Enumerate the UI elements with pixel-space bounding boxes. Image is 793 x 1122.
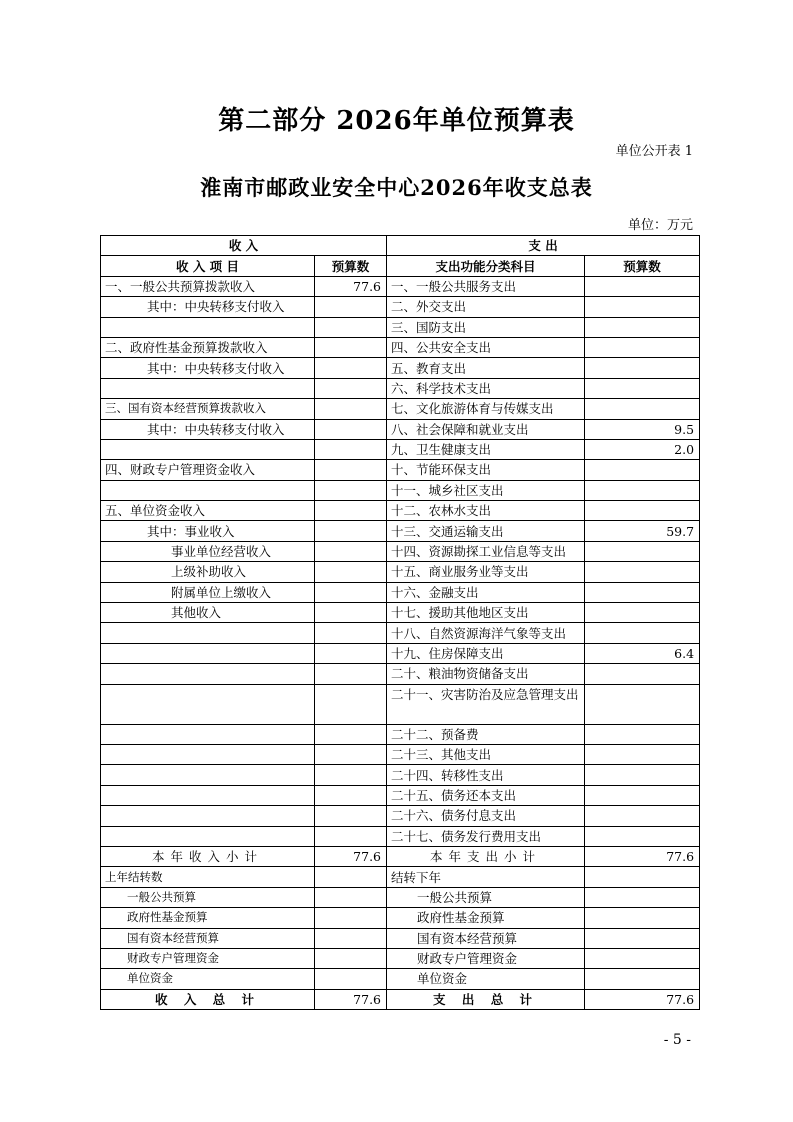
- expense-value: [585, 317, 700, 337]
- expense-carry-value: [585, 948, 700, 968]
- carry-row: [101, 928, 700, 948]
- expense-item: 二十一、灾害防治及应急管理支出: [387, 684, 585, 724]
- income-item: [101, 684, 315, 724]
- expense-item: 三、国防支出: [387, 317, 585, 337]
- income-budget-header: 预算数: [315, 256, 387, 276]
- income-carry-value: [315, 928, 387, 948]
- income-item: [101, 806, 315, 826]
- income-item: [101, 643, 315, 663]
- expense-item: 十三、交通运输支出: [387, 521, 585, 541]
- expense-value: [585, 297, 700, 317]
- income-value: [315, 765, 387, 785]
- expense-item: 九、卫生健康支出: [387, 439, 585, 459]
- table-row: [101, 582, 700, 602]
- carry-row: [101, 969, 700, 989]
- income-total-value: 77.6: [315, 989, 387, 1009]
- income-item: [101, 664, 315, 684]
- income-item: 三、国有资本经营预算拨款收入: [101, 399, 315, 419]
- income-value: [315, 562, 387, 582]
- income-carry-item: 政府性基金预算: [101, 908, 315, 928]
- expense-item: 十九、住房保障支出: [387, 643, 585, 663]
- table-row: [101, 765, 700, 785]
- expense-item: 七、文化旅游体育与传媒支出: [387, 399, 585, 419]
- expense-value: [585, 276, 700, 296]
- expense-value: [585, 744, 700, 764]
- income-carry-title: 上年结转数: [101, 867, 315, 887]
- table-row: [101, 439, 700, 459]
- income-value: [315, 358, 387, 378]
- income-carry-item: 财政专户管理资金: [101, 948, 315, 968]
- income-value: [315, 460, 387, 480]
- expense-carry-item: 国有资本经营预算: [387, 928, 585, 948]
- expense-item: 一、一般公共服务支出: [387, 276, 585, 296]
- expense-item: 二十四、转移性支出: [387, 765, 585, 785]
- expense-value: [585, 541, 700, 561]
- income-item: [101, 785, 315, 805]
- expense-total-label: 支 出 总 计: [387, 989, 585, 1009]
- expense-value: 2.0: [585, 439, 700, 459]
- expense-carry-title: 结转下年: [387, 867, 585, 887]
- income-item-header: 收 入 项 目: [101, 256, 315, 276]
- expense-subtotal-label: 本年支出小计: [387, 846, 585, 866]
- expense-carry-value: [585, 867, 700, 887]
- unit-label: 单位：万元: [627, 218, 693, 233]
- income-value: [315, 317, 387, 337]
- income-value: [315, 744, 387, 764]
- expense-value: 9.5: [585, 419, 700, 439]
- income-value: [315, 603, 387, 623]
- header-row-columns: [101, 256, 700, 276]
- expense-value: [585, 582, 700, 602]
- expense-carry-value: [585, 928, 700, 948]
- income-item: [101, 744, 315, 764]
- expense-item: 二十六、债务付息支出: [387, 806, 585, 826]
- income-item: 其中：事业收入: [101, 521, 315, 541]
- income-carry-item: 单位资金: [101, 969, 315, 989]
- table-row: [101, 337, 700, 357]
- table-row: [101, 276, 700, 296]
- income-value: [315, 806, 387, 826]
- table-row: [101, 399, 700, 419]
- income-value: [315, 826, 387, 846]
- table-number: 单位公开表 1: [615, 144, 693, 159]
- table-row: [101, 826, 700, 846]
- income-carry-value: [315, 867, 387, 887]
- expense-item-header: 支出功能分类科目: [387, 256, 585, 276]
- budget-summary-table: [100, 235, 700, 1010]
- expense-item: 十、节能环保支出: [387, 460, 585, 480]
- expense-value: [585, 664, 700, 684]
- income-total-label: 收 入 总 计: [101, 989, 315, 1009]
- table-row: [101, 317, 700, 337]
- income-value: [315, 439, 387, 459]
- expense-value: [585, 806, 700, 826]
- expense-item: 二十三、其他支出: [387, 744, 585, 764]
- table-row: [101, 684, 700, 724]
- income-item: [101, 623, 315, 643]
- expense-item: 十八、自然资源海洋气象等支出: [387, 623, 585, 643]
- expense-value: [585, 826, 700, 846]
- expense-item: 十六、金融支出: [387, 582, 585, 602]
- income-item: [101, 378, 315, 398]
- table-row: [101, 501, 700, 521]
- income-item: [101, 439, 315, 459]
- expense-carry-value: [585, 969, 700, 989]
- income-value: [315, 419, 387, 439]
- income-item: [101, 480, 315, 500]
- table-row: [101, 623, 700, 643]
- expense-value: [585, 785, 700, 805]
- expense-value: [585, 623, 700, 643]
- income-value: [315, 623, 387, 643]
- expense-header: 支 出: [387, 236, 700, 256]
- carry-row: [101, 948, 700, 968]
- expense-item: 十七、援助其他地区支出: [387, 603, 585, 623]
- income-value: [315, 664, 387, 684]
- income-item: 四、财政专户管理资金收入: [101, 460, 315, 480]
- income-value: [315, 724, 387, 744]
- income-carry-value: [315, 969, 387, 989]
- expense-value: 59.7: [585, 521, 700, 541]
- income-subtotal-label: 本年收入小计: [101, 846, 315, 866]
- expense-value: [585, 399, 700, 419]
- expense-total-value: 77.6: [585, 989, 700, 1009]
- income-item: 一、一般公共预算拨款收入: [101, 276, 315, 296]
- expense-item: 十五、商业服务业等支出: [387, 562, 585, 582]
- expense-value: 6.4: [585, 643, 700, 663]
- income-value: [315, 337, 387, 357]
- table-row: [101, 744, 700, 764]
- expense-budget-header: 预算数: [585, 256, 700, 276]
- page-title: 淮南市邮政业安全中心2026年收支总表: [200, 175, 593, 200]
- income-value: [315, 684, 387, 724]
- table-row: [101, 724, 700, 744]
- expense-carry-value: [585, 908, 700, 928]
- income-item: 其他收入: [101, 603, 315, 623]
- expense-item: 二、外交支出: [387, 297, 585, 317]
- expense-item: 十二、农林水支出: [387, 501, 585, 521]
- expense-value: [585, 562, 700, 582]
- table-row: [101, 419, 700, 439]
- page-number: - 5 -: [663, 1032, 691, 1048]
- expense-carry-item: 财政专户管理资金: [387, 948, 585, 968]
- expense-item: 八、社会保障和就业支出: [387, 419, 585, 439]
- subtotal-row: [101, 846, 700, 866]
- header-row-main: [101, 236, 700, 256]
- income-carry-value: [315, 908, 387, 928]
- income-value: [315, 643, 387, 663]
- table-row: [101, 297, 700, 317]
- income-carry-value: [315, 887, 387, 907]
- income-item: [101, 765, 315, 785]
- table-row: [101, 480, 700, 500]
- income-header: 收 入: [101, 236, 387, 256]
- income-item: 其中：中央转移支付收入: [101, 297, 315, 317]
- expense-item: 十一、城乡社区支出: [387, 480, 585, 500]
- income-value: [315, 480, 387, 500]
- income-value: [315, 297, 387, 317]
- carry-row: [101, 908, 700, 928]
- expense-item: 二十二、预备费: [387, 724, 585, 744]
- income-value: [315, 399, 387, 419]
- expense-value: [585, 480, 700, 500]
- income-value: [315, 378, 387, 398]
- income-item: [101, 826, 315, 846]
- expense-value: [585, 358, 700, 378]
- income-value: [315, 501, 387, 521]
- expense-item: 四、公共安全支出: [387, 337, 585, 357]
- expense-item: 二十七、债务发行费用支出: [387, 826, 585, 846]
- expense-value: [585, 378, 700, 398]
- income-item: [101, 724, 315, 744]
- expense-carry-value: [585, 887, 700, 907]
- expense-carry-item: 政府性基金预算: [387, 908, 585, 928]
- expense-item: 五、教育支出: [387, 358, 585, 378]
- income-carry-item: 国有资本经营预算: [101, 928, 315, 948]
- expense-value: [585, 765, 700, 785]
- income-item: 上级补助收入: [101, 562, 315, 582]
- expense-value: [585, 501, 700, 521]
- table-row: [101, 643, 700, 663]
- table-row: [101, 806, 700, 826]
- table-row: [101, 460, 700, 480]
- income-item: 其中：中央转移支付收入: [101, 358, 315, 378]
- part-title: 第二部分 2026年单位预算表: [218, 106, 575, 136]
- income-item: 五、单位资金收入: [101, 501, 315, 521]
- expense-subtotal-value: 77.6: [585, 846, 700, 866]
- income-value: [315, 521, 387, 541]
- income-carry-value: [315, 948, 387, 968]
- expense-value: [585, 724, 700, 744]
- income-subtotal-value: 77.6: [315, 846, 387, 866]
- expense-value: [585, 337, 700, 357]
- expense-carry-item: 单位资金: [387, 969, 585, 989]
- income-item: 附属单位上缴收入: [101, 582, 315, 602]
- expense-item: 二十、粮油物资储备支出: [387, 664, 585, 684]
- table-row: [101, 664, 700, 684]
- expense-value: [585, 460, 700, 480]
- expense-item: 十四、资源勘探工业信息等支出: [387, 541, 585, 561]
- table-row: [101, 603, 700, 623]
- income-item: 其中：中央转移支付收入: [101, 419, 315, 439]
- expense-value: [585, 603, 700, 623]
- expense-value: [585, 684, 700, 724]
- total-row: [101, 989, 700, 1009]
- carry-row: [101, 887, 700, 907]
- income-value: [315, 785, 387, 805]
- income-value: [315, 541, 387, 561]
- expense-item: 六、科学技术支出: [387, 378, 585, 398]
- expense-item: 二十五、债务还本支出: [387, 785, 585, 805]
- income-item: [101, 317, 315, 337]
- table-row: [101, 785, 700, 805]
- income-item: 事业单位经营收入: [101, 541, 315, 561]
- carry-title-row: [101, 867, 700, 887]
- table-row: [101, 521, 700, 541]
- income-value: 77.6: [315, 276, 387, 296]
- table-row: [101, 562, 700, 582]
- table-row: [101, 358, 700, 378]
- expense-carry-item: 一般公共预算: [387, 887, 585, 907]
- income-carry-item: 一般公共预算: [101, 887, 315, 907]
- income-value: [315, 582, 387, 602]
- income-item: 二、政府性基金预算拨款收入: [101, 337, 315, 357]
- table-row: [101, 541, 700, 561]
- table-row: [101, 378, 700, 398]
